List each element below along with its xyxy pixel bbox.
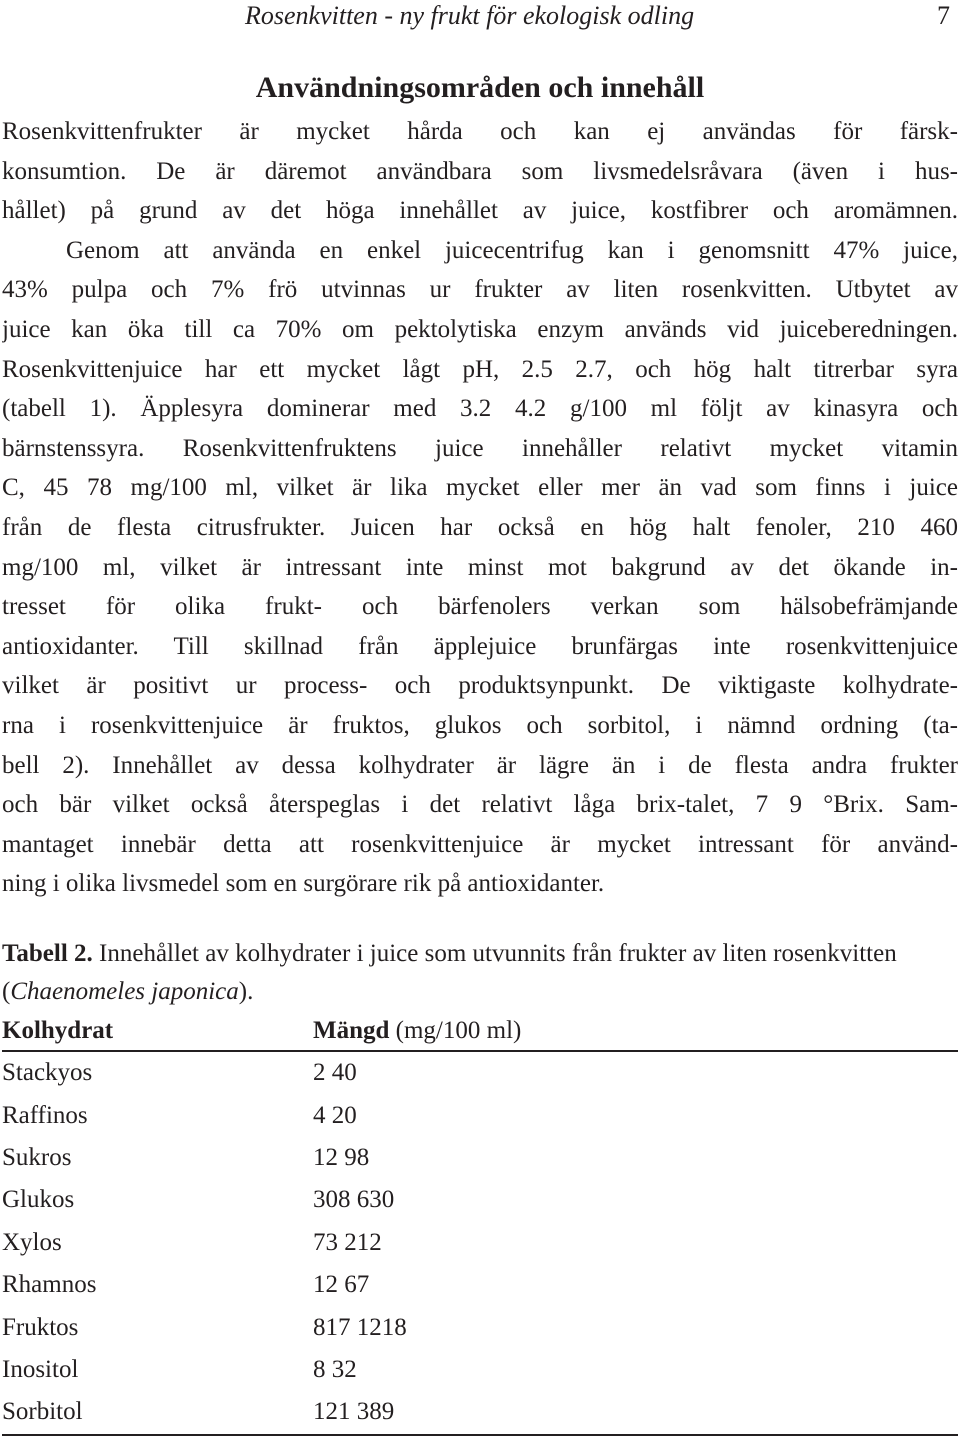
body-line: (tabell 1). Äpplesyra dominerar med 3.2 4.2 g/100 ml följt av kinasyra och: [2, 395, 958, 423]
table-row: [2, 1051, 958, 1094]
cell-carbohydrate: Sorbitol: [2, 1391, 313, 1434]
caption-text: Innehållet av kolhydrater i juice som utvunnits från frukter av liten rosenkvitten (: [2, 940, 897, 1005]
body-line: Genom att använda en enkel juicecentrifug kan i genomsnitt 47% juice,: [66, 236, 958, 264]
cell-carbohydrate: Stackyos: [2, 1059, 93, 1087]
body-line: tresset för olika frukt- och bärfenolers verkan som hälsobefrämjande: [2, 593, 958, 621]
column-header-kolhydrat: Kolhydrat: [2, 1012, 313, 1051]
column-header-mangd: Mängd (mg/100 ml): [313, 1012, 958, 1051]
cell-amount: 12 98: [313, 1143, 370, 1171]
cell-carbohydrate: Glukos: [2, 1186, 75, 1214]
body-line: från de flesta citrusfrukter. Juicen har också en hög halt fenoler, 210 460: [2, 513, 958, 541]
table-row: [2, 1349, 958, 1391]
running-title: Rosenkvitten - ny frukt för ekologisk odling: [245, 1, 695, 30]
cell-carbohydrate: Inositol: [2, 1355, 79, 1383]
cell-amount: 12 67: [313, 1271, 370, 1299]
caption-species: Chaenomeles japonica: [10, 978, 239, 1005]
body-line: och bär vilket också återspeglas i det relativt låga brix-talet, 7 9 °Brix. Sam-: [2, 791, 958, 819]
page-header: [0, 0, 960, 36]
cell-amount: 4 20: [313, 1101, 357, 1129]
body-line: Rosenkvittenfrukter är mycket hårda och kan ej användas för färsk-: [2, 118, 958, 145]
table-caption: [2, 935, 952, 1011]
body-line: ning i olika livsmedel som en surgörare rik på antioxidanter.: [2, 870, 605, 898]
cell-carbohydrate: Raffinos: [2, 1101, 88, 1129]
body-paragraph: [2, 112, 958, 904]
body-line: hållet) på grund av det höga innehållet av juice, kostfibrer och aromämnen.: [2, 197, 958, 225]
body-line: bell 2). Innehållet av dessa kolhydrater är lägre än i de flesta andra frukter: [2, 751, 958, 779]
body-line: bärnstenssyra. Rosenkvittenfruktens juice innehåller relativt mycket vitamin: [2, 434, 958, 462]
body-line: mantaget innebär detta att rosenkvittenjuice är mycket intressant för använd-: [2, 830, 958, 858]
body-line: konsumtion. De är däremot användbara som livsmedelsråvara (även i hus-: [2, 157, 958, 185]
caption-text-end: ).: [238, 978, 254, 1005]
body-line: Rosenkvittenjuice har ett mycket lågt pH, 2.5 2.7, och hög halt titrerbar syra: [2, 355, 958, 383]
cell-carbohydrate: Sukros: [2, 1143, 72, 1171]
body-line: rna i rosenkvittenjuice är fruktos, glukos och sorbitol, i nämnd ordning (ta-: [2, 711, 958, 739]
body-line: 43% pulpa och 7% frö utvinnas ur frukter av liten rosenkvitten. Utbytet av: [2, 276, 958, 304]
table-row: [2, 1137, 958, 1179]
body-line: vilket är positivt ur process- och produktsynpunkt. De viktigaste kolhydrate-: [2, 672, 958, 700]
cell-amount: 308 630: [313, 1186, 395, 1214]
cell-amount: 2 40: [313, 1059, 357, 1087]
table-header-row: [2, 1012, 958, 1051]
table-row: [2, 1306, 958, 1348]
table-row: [2, 1391, 958, 1434]
body-line: juice kan öka till ca 70% om pektolytiska enzym används vid juiceberedningen.: [2, 315, 958, 343]
page-number: 7: [937, 1, 950, 30]
cell-amount: 817 1218: [313, 1313, 407, 1341]
table-row: [2, 1179, 958, 1221]
table-row: [2, 1264, 958, 1306]
cell-carbohydrate: Fruktos: [2, 1313, 79, 1341]
cell-carbohydrate: Xylos: [2, 1228, 62, 1256]
carbohydrate-table: [2, 1012, 958, 1436]
body-line: antioxidanter. Till skillnad från äpplejuice brunfärgas inte rosenkvittenjuice: [2, 632, 958, 660]
body-line: mg/100 ml, vilket är intressant inte minst mot bakgrund av det ökande in-: [2, 553, 958, 581]
cell-amount: 121 389: [313, 1391, 958, 1434]
cell-amount: 8 32: [313, 1355, 357, 1383]
table-row: [2, 1094, 958, 1136]
caption-label: Tabell 2.: [2, 940, 93, 967]
body-line: C, 45 78 mg/100 ml, vilket är lika mycket eller mer än vad som finns i juice: [2, 474, 958, 502]
cell-carbohydrate: Rhamnos: [2, 1271, 97, 1299]
section-heading: Användningsområden och innehåll: [255, 71, 705, 104]
table-row: [2, 1222, 958, 1264]
cell-amount: 73 212: [313, 1228, 382, 1256]
